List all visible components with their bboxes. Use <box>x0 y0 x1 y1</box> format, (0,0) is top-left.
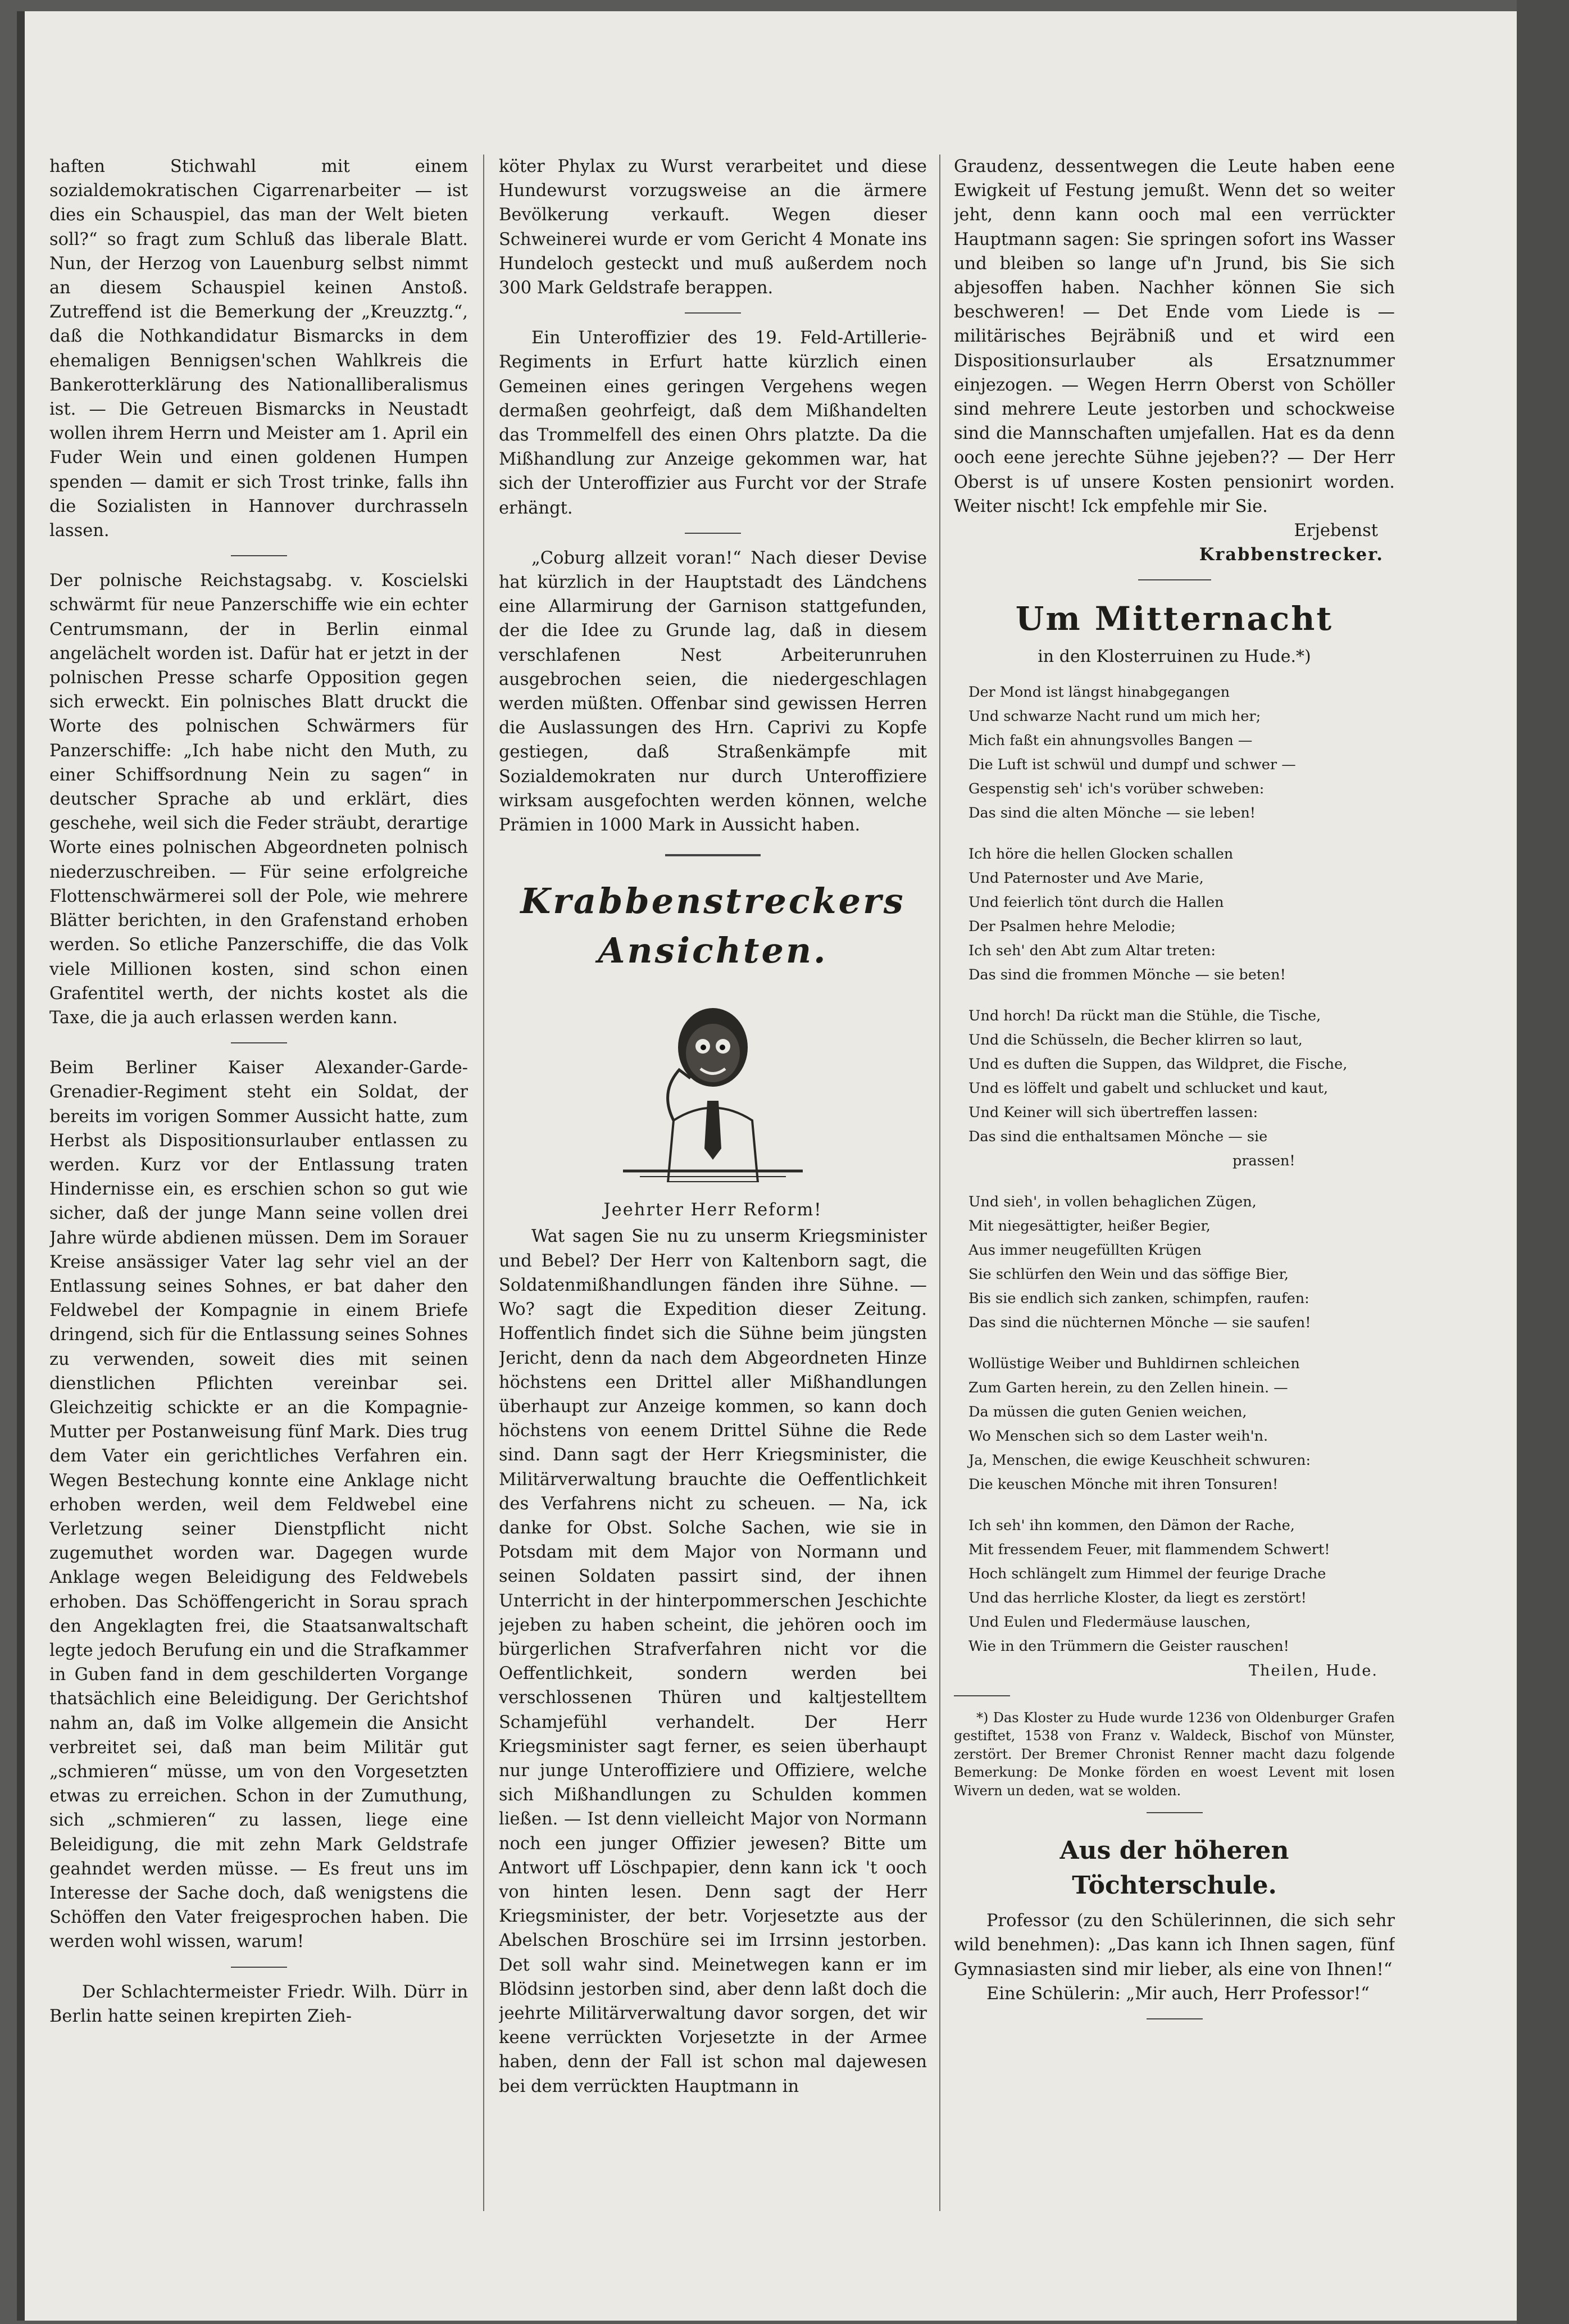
stanza <box>968 680 1395 825</box>
footnote-rule <box>954 1695 1010 1696</box>
poem-line: Das sind die frommen Mönche — sie beten! <box>968 966 1286 983</box>
separator <box>685 533 741 534</box>
article-bismarck-end: haften Stichwahl mit einem sozialdemokratischen Cigarrenarbeiter — ist dies ein Schauspiel, das man der Welt bieten soll?“ so fragt zum Schluß das liberale Blatt. Nun, der Herzog von Lauenburg selbst nimmt an diesem Schauspiel keinen Anstoß. Zutreffend ist die Bemerkung der „Kreuzztg.“, daß die Nothkandidatur Bismarcks in dem ehemaligen Bennigsen'schen Wahlkreis die Bankerotterklärung des Nationalliberalismus ist. — Die Getreuen Bismarcks in Neustadt wollen ihrem Herrn und Meister am 1. April ein Fuder Wein und einen goldenen Humpen spenden — damit er sich Trost trinke, falls ihn die Sozialisten in Hannover durchrasseln lassen. <box>49 157 468 541</box>
poem-line: Sie schlürfen den Wein und das söffige Bier, <box>968 1265 1289 1283</box>
poem-line: Und horch! Da rückt man die Stühle, die Tische, <box>968 1007 1321 1024</box>
poem-line: Das sind die enthaltsamen Mönche — sie <box>968 1128 1268 1145</box>
binding-spine <box>17 11 25 2321</box>
separator <box>1147 1812 1203 1813</box>
poem-line: prassen! <box>1233 1152 1295 1169</box>
poem-line: Ich seh' den Abt zum Altar treten: <box>968 942 1216 959</box>
poem-line: Mich faßt ein ahnungsvolles Bangen — <box>968 732 1253 749</box>
letter-salutation: Jeehrter Herr Reform! <box>603 1200 822 1220</box>
poem-line: Wie in den Trümmern die Geister rauschen! <box>968 1637 1289 1655</box>
article-koscielski: Der polnische Reichstagsabg. v. Koscielski schwärmt für neue Panzerschiffe wie ein echter Centrumsmann, der in Berlin einmal angelächelt worden ist. Dafür hat er jetzt in der polnischen Presse scharfe Opposition gegen sich erweckt. Ein polnisches Blatt druckt die Worte des polnischen Schwärmers für Panzerschiffe: „Ich habe nicht den Muth, zu einer Schiffsordnung Nein zu sagen“ in deutscher Sprache ab und erklärt, dies geschehe, weil sich die Feder sträubt, derartige Worte eines polnischen Abgeordneten polnisch niederzuschreiben. — Für seine erfolgreiche Flottenschwärmerei soll der Pole, wie mehrere Blätter berichten, in den Grafenstand erhoben werden. So etliche Panzerschiffe, die das Volk viele Millionen kosten, sind schon einen Grafentitel werth, der nichts kostet als die Taxe, die ja auch erlassen werden kann. <box>49 571 468 1028</box>
poem-line: Und sieh', in vollen behaglichen Zügen, <box>968 1193 1257 1210</box>
poem-line: Wollüstige Weiber und Buhldirnen schleichen <box>968 1355 1300 1372</box>
article-duerr-end: köter Phylax zu Wurst verarbeitet und diese Hundewurst vorzugsweise an die ärmere Bevölkerung verkauft. Wegen dieser Schweinerei wurde er vom Gericht 4 Monate ins Hundeloch gesteckt und muß außerdem noch 300 Mark Geldstrafe berappen. <box>499 157 927 298</box>
separator <box>1138 579 1211 580</box>
poem <box>954 680 1395 1683</box>
school-section-title: Aus der höheren Töchterschule. <box>1059 1836 1289 1900</box>
poem-line: Und Paternoster und Ave Marie, <box>968 869 1204 887</box>
poem-line: Ja, Menschen, die ewige Keuschheit schwuren: <box>968 1451 1311 1469</box>
stanza <box>968 842 1395 987</box>
page-edge-shadow <box>1517 0 1569 2324</box>
separator <box>231 1967 287 1968</box>
school-dialogue-2: Eine Schülerin: „Mir auch, Herr Professor!“ <box>986 1983 1370 2004</box>
column-rule <box>939 155 940 2211</box>
column-3 <box>954 155 1395 2253</box>
poem-subtitle: in den Klosterruinen zu Hude.*) <box>1038 647 1311 667</box>
poem-line: Und das herrliche Kloster, da liegt es zerstört! <box>968 1589 1307 1606</box>
poem-line: Ich höre die hellen Glocken schallen <box>968 845 1234 863</box>
krabbenstrecker-letter: Wat sagen Sie nu zu unserm Kriegsminister und Bebel? Der Herr von Kaltenborn sagt, die Soldatenmißhandlungen fänden ihre Sühne. — Wo? sagt die Expedition dieser Zeitung. Hoffentlich findet sich die Sühne beim jüngsten Jericht, denn da nach dem Abgeordneten Hinze höchstens een Drittel aller Mißhandlungen überhaupt zur Anzeige kommen, so kann doch höchstens von eenem Drittel Sühne die Rede sind. Dann sagt der Herr Kriegsminister, die Militärverwaltung brauchte die Oeffentlichkeit des Verfahrens nicht zu scheuen. — Na, ick danke for Obst. Solche Sachen, wie sie in Potsdam mit dem Major von Normann und seinen Soldaten passirt sind, der ihnen Unterricht in der hinterpommerschen Jeschichte jejeben zu haben scheint, die jehören ooch im bürgerlichen Strafverfahren nicht vor die Oeffentlichkeit, sondern werden bei verschlossenen Thüren und kaltjestelltem Schamjefühl verhandelt. Der Herr Kriegsminister sagt ferner, es seien überhaupt nur junge Unteroffiziere und Offiziere, welche sich Mißhandlungen zu Schulden kommen ließen. — Ist denn vielleicht Major von Normann noch een junger Offizier jewesen? Bitte um Antwort uff Löschpapier, denn kann ick 't ooch von hinten lesen. Denn sagt der Herr Kriegsminister, der betr. Vorjesetzte aus der Abelschen Broschüre sei im Irrsinn jestorben. Det soll wahr sind. Meinetwegen kann er im Blödsinn jestorben sind, aber denn laßt doch die jeehrte Militärverwaltung davor sorgen, det wir keene verrückten Vorjesetzte in der Armee haben, denn der Fall ist schon mal dajewesen bei dem verrückten Hauptmann in <box>499 1227 927 2096</box>
poem-line: Und es löffelt und gabelt und schlucket und kaut, <box>968 1079 1329 1097</box>
poem-line: Die Luft ist schwül und dumpf und schwer — <box>968 756 1296 773</box>
letter-closing: Erjebenst <box>1294 521 1378 541</box>
separator <box>685 312 741 314</box>
article-grenadier-regiment: Beim Berliner Kaiser Alexander-Garde-Grenadier-Regiment steht ein Soldat, der bereits im vorigen Sommer Aussicht hatte, zum Herbst als Dispositionsurlauber entlassen zu werden. Kurz vor der Entlassung traten Hindernisse ein, es erschien schon so gut wie sicher, daß der junge Mann seine vollen drei Jahre würde abdienen müssen. Dem im Sorauer Kreise ansässiger Vater lag sehr viel an der Entlassung seines Sohnes, er bat daher den Feldwebel der Kompagnie in einem Briefe dringend, sich für die Entlassung seines Sohnes zu verwenden, soweit dies mit seinen dienstlichen Pflichten vereinbar sei. Gleichzeitig schickte er an die Kompagnie-Mutter per Postanweisung fünf Mark. Dies trug dem Vater ein gerichtliches Verfahren ein. Wegen Bestechung konnte eine Anklage nicht erhoben werden, weil dem Feldwebel eine Verletzung seiner Dienstpflicht nicht zugemuthet worden war. Dagegen wurde Anklage wegen Beleidigung des Feldwebels erhoben. Das Schöffengericht in Sorau sprach den Angeklagten frei, die Staatsanwaltschaft legte jedoch Berufung ein und die Strafkammer in Guben fand in dem geschilderten Vorgange thatsächlich eine Beleidigung. Der Gerichtshof nahm an, daß im Volke allgemein die Ansicht verbreitet sei, daß man beim Militär gut „schmieren“ müsse, um von den Vorgesetzten etwas zu erreichen. Schon in der Zumuthung, sich „schmieren“ zu lassen, liege eine Beleidigung, die mit zehn Mark Geldstrafe geahndet werden müsse. — Es freut uns im Interesse der Sache doch, daß wenigstens die Schöffen den Vater freigesprochen haben. Die werden wohl wissen, warum! <box>49 1058 468 1952</box>
poem-line: Und Eulen und Fledermäuse lauschen, <box>968 1613 1251 1631</box>
poem-line: Das sind die alten Mönche — sie leben! <box>968 804 1256 821</box>
poem-line: Das sind die nüchternen Mönche — sie saufen! <box>968 1314 1311 1331</box>
krabbenstrecker-title: Krabbenstreckers Ansichten. <box>520 880 906 972</box>
poem-footnote: *) Das Kloster zu Hude wurde 1236 von Oldenburger Grafen gestiftet, 1538 von Franz v. Waldeck, Bischof von Münster, zerstört. Der Bremer Chronist Renner macht dazu folgende Bemerkung: De Monke förden en woest Levent mit losen Wivern un deden, wat se wolden. <box>954 1709 1395 1799</box>
poem-line: Und feierlich tönt durch die Hallen <box>968 893 1224 911</box>
column-1 <box>49 155 468 2253</box>
column-rule <box>483 155 484 2211</box>
newspaper-page <box>17 11 1517 2321</box>
poem-line: Mit fressendem Feuer, mit flammendem Schwert! <box>968 1541 1330 1558</box>
poem-line: Ich seh' ihn kommen, den Dämon der Rache, <box>968 1517 1295 1534</box>
poem-line: Da müssen die guten Genien weichen, <box>968 1403 1247 1420</box>
poem-line: Der Mond ist längst hinabgegangen <box>968 683 1230 701</box>
article-duerr-start: Der Schlachtermeister Friedr. Wilh. Dürr in Berlin hatte seinen krepirten Zieh- <box>49 1982 468 2026</box>
column-2 <box>499 155 927 2253</box>
stanza <box>968 1004 1395 1173</box>
poem-line: Hoch schlängelt zum Himmel der feurige Drache <box>968 1565 1326 1582</box>
poem-line: Mit niegesättigter, heißer Begier, <box>968 1217 1211 1234</box>
poem-line: Zum Garten herein, zu den Zellen hinein. — <box>968 1379 1288 1396</box>
krabbenstrecker-caricature-figure <box>606 980 820 1182</box>
poem-author: Theilen, Hude. <box>1249 1662 1378 1680</box>
separator-thick <box>665 854 761 856</box>
poem-line: Und Keiner will sich übertreffen lassen: <box>968 1104 1258 1121</box>
poem-line: Und die Schüsseln, die Becher klirren so laut, <box>968 1031 1303 1048</box>
article-coburg: „Coburg allzeit voran!“ Nach dieser Devise hat kürzlich in der Hauptstadt des Ländchens eine Allarmirung der Garnison stattgefunden, der die Idee zu Grunde lag, daß in diesem verschlafenen Nest Arbeiterunruhen ausgebrochen seien, die niedergeschlagen werden müßten. Offenbar sind gewissen Herren die Auslassungen des Hrn. Caprivi zu Kopfe gestiegen, daß Straßenkämpfe mit Sozialdemokraten nur durch Unteroffiziere wirksam ausgefochten werden können, welche Prämien in 1000 Mark in Aussicht haben. <box>499 548 927 836</box>
poem-line: Wo Menschen sich so dem Laster weih'n. <box>968 1427 1268 1445</box>
krabbenstrecker-letter-end: Graudenz, dessentwegen die Leute haben eene Ewigkeit uf Festung jemußt. Wenn det so weiter jeht, denn kann ooch mal een verrückter Hauptmann sagen: Sie springen sofort ins Wasser und bleiben so lange uf'n Jrund, bis Sie sich abjesoffen haben. Nachher können Sie sich beschweren! — Det Ende vom Liede is — militärisches Bejräbniß und et wird een Dispositionsurlauber als Ersatznummer einjezogen. — Wegen Herrn Oberst von Schöller sind mehrere Leute jestorben und schockweise sind die Mannschaften umjefallen. Hat es da denn ooch eene jerechte Sühne jejeben?? — Der Herr Oberst is uf unsere Kosten pensionirt worden. Weiter nischt! Ick empfehle mir Sie. <box>954 157 1395 516</box>
poem-line: Und schwarze Nacht rund um mich her; <box>968 707 1261 725</box>
poem-line: Und es duften die Suppen, das Wildpret, die Fische, <box>968 1055 1348 1073</box>
poem-line: Bis sie endlich sich zanken, schimpfen, raufen: <box>968 1290 1309 1307</box>
letter-signature: Krabbenstrecker. <box>1199 544 1384 565</box>
poem-line: Gespenstig seh' ich's vorüber schweben: <box>968 780 1265 797</box>
separator <box>1147 2018 1203 2019</box>
poem-line: Der Psalmen hehre Melodie; <box>968 918 1176 935</box>
article-unteroffizier-erfurt: Ein Unteroffizier des 19. Feld-Artillerie-Regiments in Erfurt hatte kürzlich einen Gemeinen eines geringen Vergehens wegen dermaßen geohrfeigt, daß dem Mißhandelten das Trommelfell des einen Ohrs platzte. Da die Mißhandlung zur Anzeige gekommen war, hat sich der Unteroffizier aus Furcht vor der Strafe erhängt. <box>499 328 927 518</box>
school-dialogue-1: Professor (zu den Schülerinnen, die sich sehr wild benehmen): „Das kann ich Ihnen sagen, fünf Gymnasiasten sind mir lieber, als eine von Ihnen!“ <box>954 1911 1395 1980</box>
poem-title: Um Mitternacht <box>1015 600 1334 638</box>
separator <box>231 555 287 556</box>
separator <box>231 1042 287 1043</box>
stanza <box>968 1514 1395 1659</box>
stanza <box>968 1190 1395 1335</box>
poem-line: Aus immer neugefüllten Krügen <box>968 1241 1202 1259</box>
stanza <box>968 1352 1395 1497</box>
poem-line: Die keuschen Mönche mit ihren Tonsuren! <box>968 1476 1279 1493</box>
